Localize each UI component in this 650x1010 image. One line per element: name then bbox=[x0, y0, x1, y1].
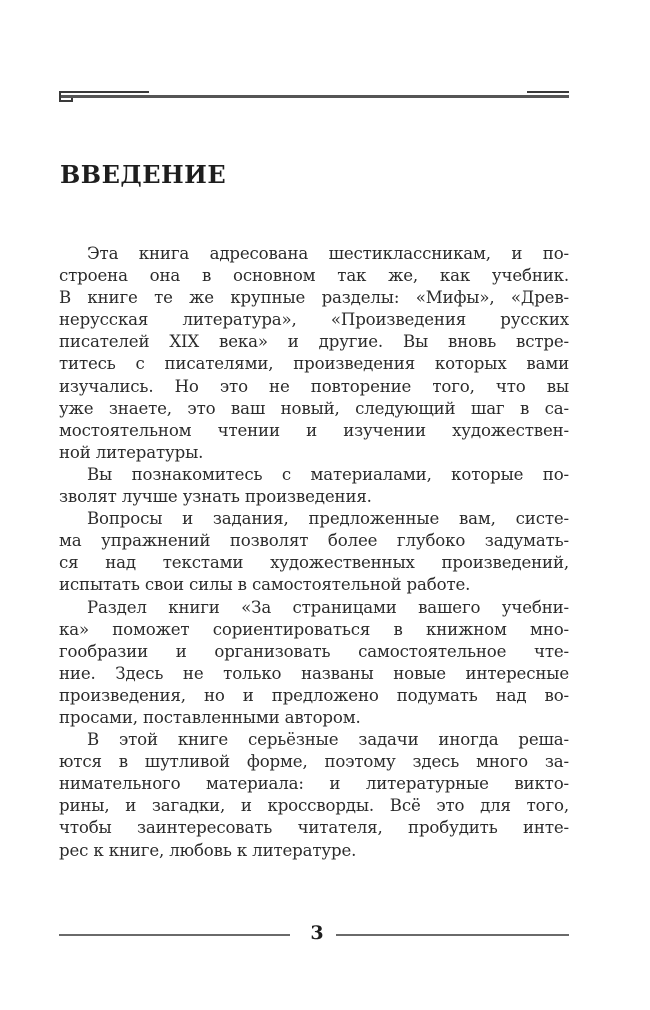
text-line: Раздел книги «За страницами вашего учебни- bbox=[87, 597, 569, 617]
page-number: 3 bbox=[310, 922, 324, 944]
text-line: рес к книге, любовь к литературе. bbox=[59, 840, 357, 860]
paragraph bbox=[59, 597, 569, 730]
text-line: гообразии и организовать самостоятельное чте- bbox=[59, 641, 569, 661]
paragraph bbox=[59, 508, 569, 596]
paragraph bbox=[59, 243, 569, 464]
text-line: ние. Здесь не только названы новые интересные bbox=[59, 663, 569, 683]
header-left-thin-line bbox=[59, 91, 149, 93]
text-line: ся над текстами художественных произведений, bbox=[59, 553, 569, 573]
text-line: рины, и загадки, и кроссворды. Всё это для того, bbox=[59, 796, 569, 816]
text-line: произведения, но и предложено подумать над во- bbox=[59, 685, 569, 705]
text-line: просами, поставленными автором. bbox=[59, 707, 361, 727]
page-footer bbox=[59, 922, 569, 952]
text-line: чтобы заинтересовать читателя, пробудить инте- bbox=[59, 818, 569, 838]
text-line: изучались. Но это не повторение того, что вы bbox=[59, 376, 569, 396]
body-text bbox=[59, 243, 569, 862]
text-line: ются в шутливой форме, поэтому здесь много за- bbox=[59, 752, 569, 772]
text-line: строена она в основном так же, как учебник. bbox=[59, 266, 569, 286]
header-right-thin-line bbox=[527, 91, 569, 93]
text-line: титесь с писателями, произведения которых вами bbox=[59, 354, 569, 374]
text-line: зволят лучше узнать произведения. bbox=[59, 487, 372, 507]
page-title: ВВЕДЕНИЕ bbox=[60, 160, 227, 189]
footer-right-rule bbox=[336, 934, 569, 936]
footer-left-rule bbox=[59, 934, 290, 936]
text-line: испытать свои силы в самостоятельной работе. bbox=[59, 575, 471, 595]
text-line: Эта книга адресована шестиклассникам, и по- bbox=[87, 244, 569, 263]
text-line: ма упражнений позволят более глубоко задумать- bbox=[59, 531, 569, 551]
text-line: нимательного материала: и литературные викто- bbox=[59, 774, 569, 794]
paragraph bbox=[59, 729, 569, 862]
text-line: ка» поможет сориентироваться в книжном мно- bbox=[59, 619, 569, 639]
text-line: В книге те же крупные разделы: «Мифы», «Древ- bbox=[59, 288, 569, 308]
text-line: Вопросы и задания, предложенные вам, систе- bbox=[87, 509, 569, 529]
text-line: уже знаете, это ваш новый, следующий шаг в са- bbox=[59, 398, 569, 418]
header-bracket-tick bbox=[71, 98, 73, 102]
text-line: писателей XIX века» и другие. Вы вновь встре- bbox=[59, 332, 569, 352]
header-rule bbox=[0, 0, 650, 110]
text-line: ной литературы. bbox=[59, 442, 204, 462]
text-line: Вы познакомитесь с материалами, которые по- bbox=[87, 464, 569, 484]
text-line: нерусская литература», «Произведения русских bbox=[59, 310, 569, 330]
text-line: В этой книге серьёзные задачи иногда реша- bbox=[87, 730, 569, 750]
header-main-thick-line bbox=[59, 95, 569, 98]
paragraph bbox=[59, 464, 569, 508]
text-line: мостоятельном чтении и изучении художествен- bbox=[59, 420, 569, 440]
